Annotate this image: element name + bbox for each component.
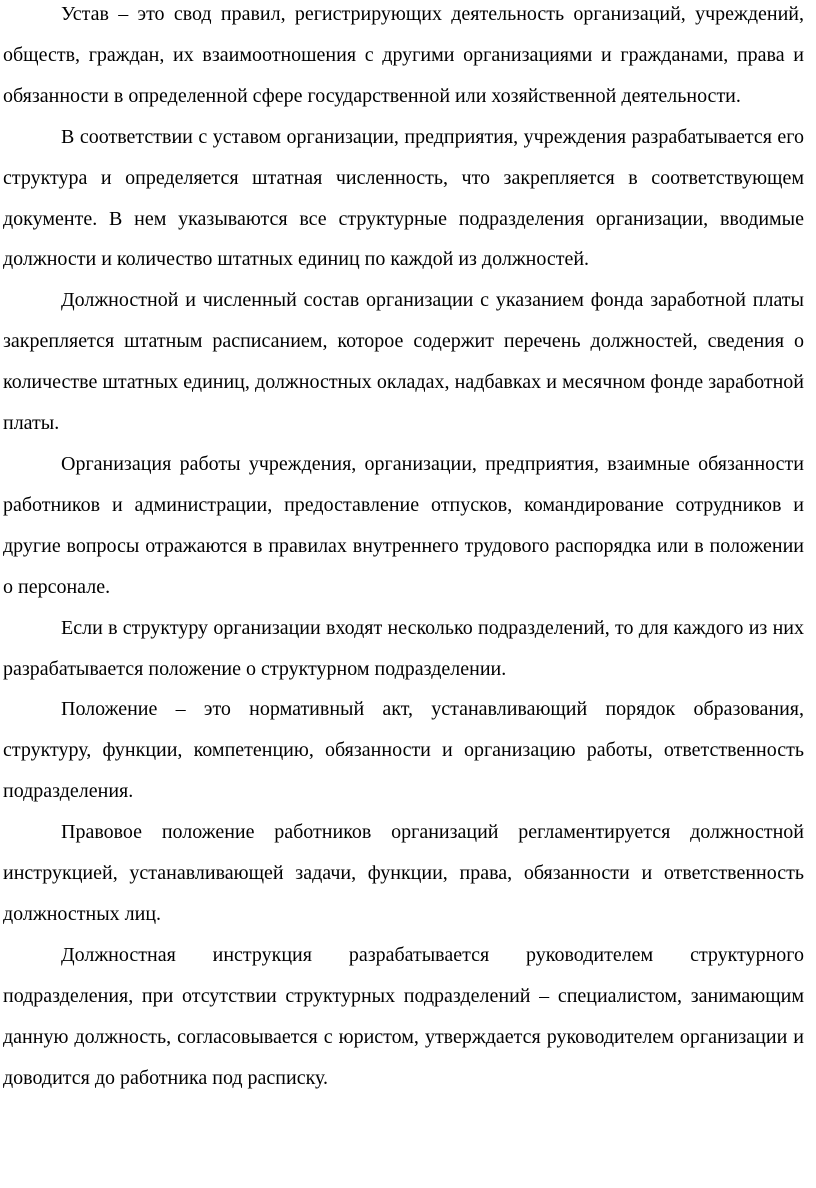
paragraph-structure-staffing: В соответствии с уставом организации, предприятия, учреждения разрабатывается его структура и определяется штатная численность, что закрепляется в соответствующем документе. В нем указываются все структурные подразделения организации, вводимые должности и количество штатных единиц по каждой из должностей. [3,125,804,271]
paragraph-internal-rules: Организация работы учреждения, организации, предприятия, взаимные обязанности работников и администрации, предоставление отпусков, командирование сотрудников и другие вопросы отражаются в правилах внутреннего трудового распорядка или в положении о персонале. [3,452,804,598]
paragraph-legal-status: Правовое положение работников организаций регламентируется должностной инструкцией, устанавливающей задачи, функции, права, обязанности и ответственность должностных лиц. [3,821,804,925]
paragraph-subdivision-regulation: Если в структуру организации входят несколько подразделений, то для каждого из них разрабатывается положение о структурном подразделении. [3,616,804,680]
paragraph-regulation-definition: Положение – это нормативный акт, устанавливающий порядок образования, структуру, функции, компетенцию, обязанности и организацию работы, ответственность подразделения. [3,698,804,803]
paragraph-job-description: Должностная инструкция разрабатывается руководителем структурного подразделения, при отсутствии структурных подразделений – специалистом, занимающим данную должность, согласовывается с юристом, утверждается руководителем организации и доводится до работника под расписку. [3,943,804,1089]
paragraph-ustav-definition: Устав – это свод правил, регистрирующих деятельность организаций, учреждений, обществ, граждан, их взаимоотношения с другими организациями и гражданами, права и обязанности в определенной сфере государственной или хозяйственной деятельности. [3,3,804,107]
paragraph-staff-schedule: Должностной и численный состав организации с указанием фонда заработной платы закрепляется штатным расписанием, которое содержит перечень должностей, сведения о количестве штатных единиц, должностных окладах, надбавках и месячном фонде заработной платы. [3,289,804,435]
